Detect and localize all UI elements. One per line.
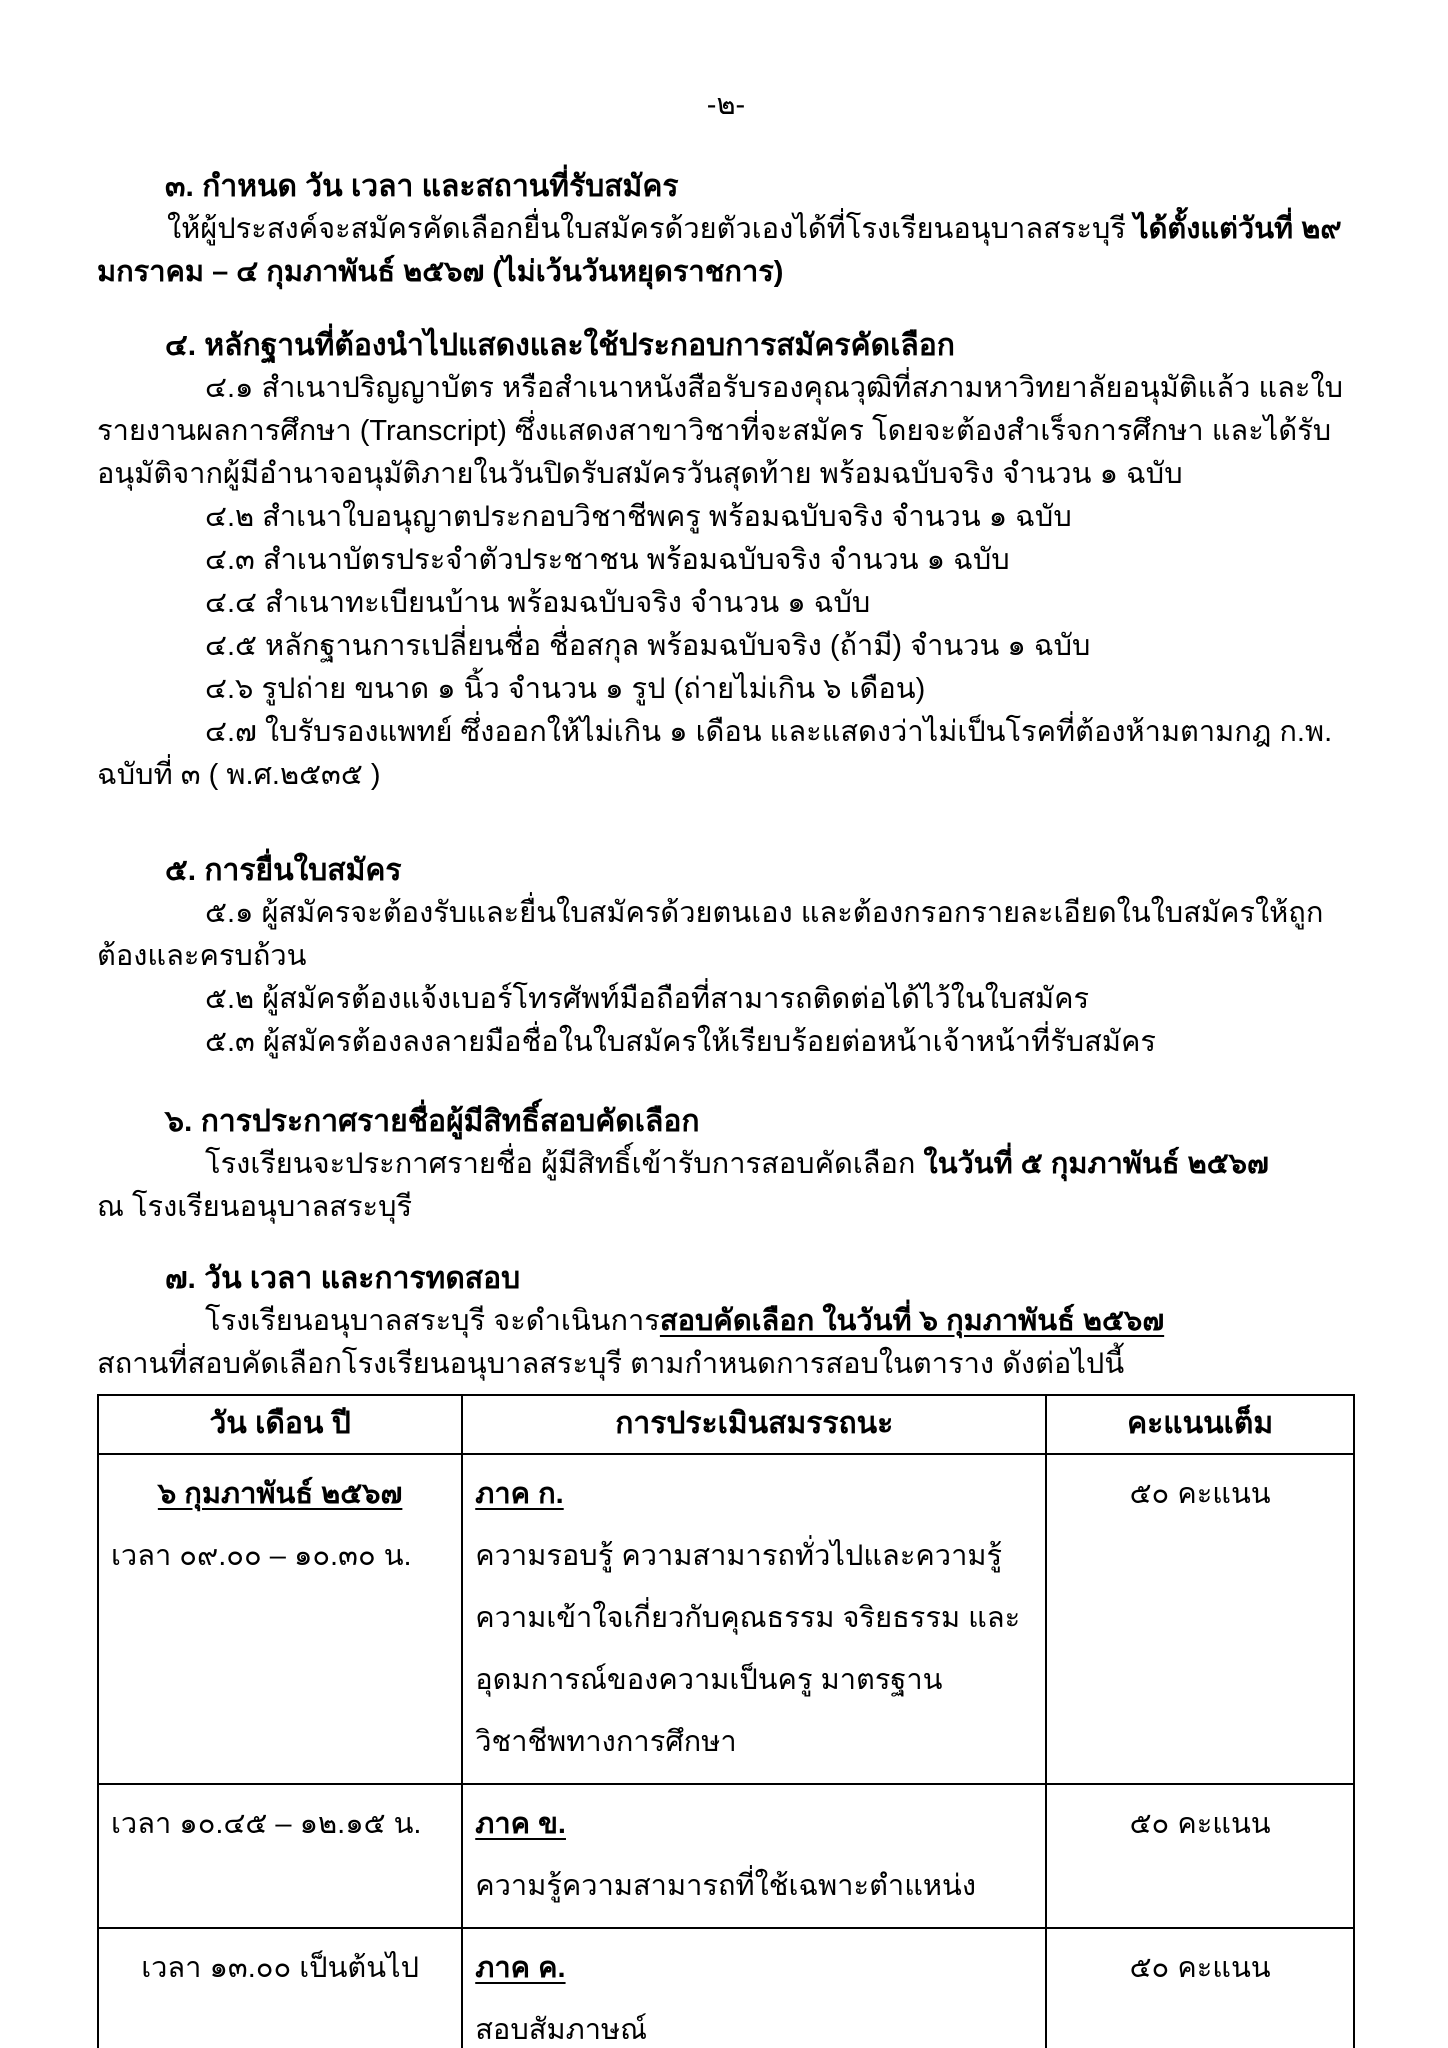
table-cell-score-1: ๕๐ คะแนน [1046, 1454, 1354, 1784]
section-5-item-2: ๕.๒ ผู้สมัครต้องแจ้งเบอร์โทรศัพท์มือถือที่สามารถติดต่อได้ไว้ในใบสมัคร [205, 983, 1090, 1015]
section-6-body [97, 1143, 1355, 1186]
section-6-body-normal: โรงเรียนจะประกาศรายชื่อ ผู้มีสิทธิ์เข้ารับการสอบคัดเลือก [205, 1148, 924, 1180]
section-6-body-line2: ณ โรงเรียนอนุบาลสระบุรี [97, 1191, 413, 1223]
section-7-body-normal: โรงเรียนอนุบาลสระบุรี จะดำเนินการ [205, 1305, 660, 1337]
table-cell-score-2: ๕๐ คะแนน [1046, 1784, 1354, 1928]
exam-schedule-table [97, 1394, 1355, 2048]
table-cell-date-time-1 [98, 1454, 462, 1784]
section-3-heading: ๓. กำหนด วัน เวลา และสถานที่รับสมัคร [165, 170, 679, 203]
page-number: -๒- [706, 89, 746, 121]
section-3-body-bold: ได้ตั้งแต่วันที่ ๒๙ มกราคม – ๔ กุมภาพันธ์ ๒๕๖๗ (ไม่เว้นวันหยุดราชการ) [97, 213, 1342, 288]
section-4-heading: ๔. หลักฐานที่ต้องนำไปแสดงและใช้ประกอบการสมัครคัดเลือก [165, 329, 955, 362]
exam-time-3: เวลา ๑๓.๐๐ เป็นต้นไป [141, 1952, 420, 1984]
section-3-body [97, 208, 1355, 294]
section-7-heading: ๗. วัน เวลา และการทดสอบ [165, 1262, 521, 1295]
section-4-item-1: ๔.๑ สำเนาปริญญาบัตร หรือสำเนาหนังสือรับรองคุณวุฒิที่สภามหาวิทยาลัยอนุมัติแล้ว และใบรายงานผลการศึกษา (Transcript) ซึ่งแสดงสาขาวิชาที่จะสมัคร โดยจะต้องสำเร็จการศึกษา และได้รับอนุมัติจากผู้มีอำนาจอนุมัติภายในวันปิดรับสมัครวันสุดท้าย พร้อมฉบับจริง จำนวน ๑ ฉบับ [97, 372, 1344, 490]
section-4-item-3: ๔.๓ สำเนาบัตรประจำตัวประชาชน พร้อมฉบับจริง จำนวน ๑ ฉบับ [205, 544, 1010, 576]
section-4-item-7: ๔.๗ ใบรับรองแพทย์ ซึ่งออกให้ไม่เกิน ๑ เดือน และแสดงว่าไม่เป็นโรคที่ต้องห้ามตามกฎ ก.พ. ฉบับที่ ๓ ( พ.ศ.๒๕๓๕ ) [97, 716, 1333, 791]
table-row [98, 1928, 1354, 2048]
table-cell-evaluation-1 [462, 1454, 1046, 1784]
section-3-body-normal: ให้ผู้ประสงค์จะสมัครคัดเลือกยื่นใบสมัครด้วยตัวเองได้ที่โรงเรียนอนุบาลสระบุรี [167, 213, 1134, 245]
exam-time-1: เวลา ๐๙.๐๐ – ๑๐.๓๐ น. [111, 1540, 412, 1572]
section-5-heading: ๕. การยื่นใบสมัคร [165, 854, 402, 887]
exam-part-b-label: ภาค ข. [475, 1808, 566, 1840]
section-6-heading: ๖. การประกาศรายชื่อผู้มีสิทธิ์สอบคัดเลือก [165, 1105, 700, 1138]
exam-part-a-detail: ความรอบรู้ ความสามารถทั่วไปและความรู้ความเข้าใจเกี่ยวกับคุณธรรม จริยธรรม และอุดมการณ์ของความเป็นครู มาตรฐานวิชาชีพทางการศึกษา [475, 1540, 1021, 1758]
exam-part-b-detail: ความรู้ความสามารถที่ใช้เฉพาะตำแหน่ง [475, 1870, 977, 1902]
section-5-item-3: ๕.๓ ผู้สมัครต้องลงลายมือชื่อในใบสมัครให้เรียบร้อยต่อหน้าเจ้าหน้าที่รับสมัคร [205, 1026, 1156, 1058]
section-4-item-2: ๔.๒ สำเนาใบอนุญาตประกอบวิชาชีพครู พร้อมฉบับจริง จำนวน ๑ ฉบับ [205, 501, 1072, 533]
section-4-item-4: ๔.๔ สำเนาทะเบียนบ้าน พร้อมฉบับจริง จำนวน ๑ ฉบับ [205, 587, 871, 619]
table-header-row [98, 1395, 1354, 1454]
table-header-date: วัน เดือน ปี [98, 1395, 462, 1454]
section-4-item-6: ๔.๖ รูปถ่าย ขนาด ๑ นิ้ว จำนวน ๑ รูป (ถ่ายไม่เกิน ๖ เดือน) [205, 673, 926, 705]
section-6-body-bold: ในวันที่ ๕ กุมภาพันธ์ ๒๕๖๗ [923, 1148, 1269, 1180]
table-cell-score-3: ๕๐ คะแนน [1046, 1928, 1354, 2048]
table-cell-evaluation-3 [462, 1928, 1046, 2048]
section-4-item-5: ๔.๕ หลักฐานการเปลี่ยนชื่อ ชื่อสกุล พร้อมฉบับจริง (ถ้ามี) จำนวน ๑ ฉบับ [205, 630, 1091, 662]
section-5-item-1: ๕.๑ ผู้สมัครจะต้องรับและยื่นใบสมัครด้วยตนเอง และต้องกรอกรายละเอียดในใบสมัครให้ถูกต้องและครบถ้วน [97, 897, 1324, 972]
section-7-body [97, 1300, 1355, 1343]
table-cell-date-time-2 [98, 1784, 462, 1928]
table-cell-evaluation-2 [462, 1784, 1046, 1928]
exam-part-c-detail: สอบสัมภาษณ์ [475, 2014, 647, 2046]
table-header-evaluation: การประเมินสมรรถนะ [462, 1395, 1046, 1454]
table-cell-date-time-3 [98, 1928, 462, 2048]
table-row [98, 1784, 1354, 1928]
exam-part-c-label: ภาค ค. [475, 1952, 566, 1984]
exam-date: ๖ กุมภาพันธ์ ๒๕๖๗ [157, 1478, 403, 1510]
table-header-score: คะแนนเต็ม [1046, 1395, 1354, 1454]
section-7-body-bold-underline: สอบคัดเลือก ในวันที่ ๖ กุมภาพันธ์ ๒๕๖๗ [659, 1305, 1165, 1337]
table-row [98, 1454, 1354, 1784]
exam-time-2: เวลา ๑๐.๔๕ – ๑๒.๑๕ น. [111, 1808, 422, 1840]
section-7-body-line2: สถานที่สอบคัดเลือกโรงเรียนอนุบาลสระบุรี ตามกำหนดการสอบในตาราง ดังต่อไปนี้ [97, 1348, 1125, 1380]
exam-part-a-label: ภาค ก. [475, 1478, 564, 1510]
